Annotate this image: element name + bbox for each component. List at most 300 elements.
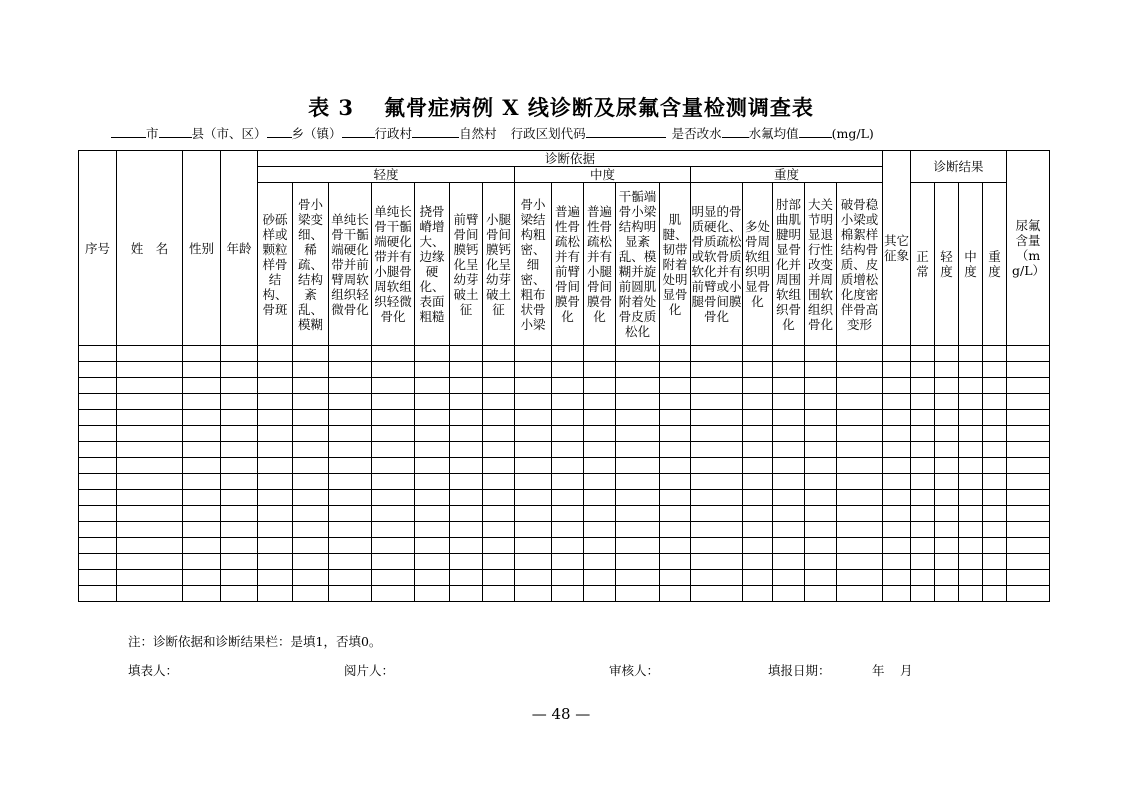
table-cell[interactable] (415, 362, 450, 378)
table-cell[interactable] (983, 570, 1007, 586)
table-cell[interactable] (911, 538, 935, 554)
table-cell[interactable] (293, 586, 329, 602)
table-cell[interactable] (935, 490, 959, 506)
table-cell[interactable] (483, 570, 515, 586)
table-cell[interactable] (983, 346, 1007, 362)
table-cell[interactable] (117, 538, 183, 554)
table-cell[interactable] (660, 570, 691, 586)
table-cell[interactable] (552, 538, 584, 554)
table-cell[interactable] (258, 506, 293, 522)
table-cell[interactable] (935, 570, 959, 586)
table-cell[interactable] (584, 426, 616, 442)
table-cell[interactable] (660, 586, 691, 602)
table-cell[interactable] (983, 442, 1007, 458)
table-cell[interactable] (743, 538, 773, 554)
table-cell[interactable] (372, 410, 415, 426)
table-cell[interactable] (743, 410, 773, 426)
table-cell[interactable] (691, 394, 743, 410)
table-cell[interactable] (258, 346, 293, 362)
table-cell[interactable] (773, 570, 805, 586)
table-cell[interactable] (660, 378, 691, 394)
table-cell[interactable] (415, 570, 450, 586)
table-cell[interactable] (773, 426, 805, 442)
table-cell[interactable] (415, 378, 450, 394)
table-cell[interactable] (935, 506, 959, 522)
table-cell[interactable] (329, 410, 372, 426)
table-cell[interactable] (584, 570, 616, 586)
table-cell[interactable] (1007, 586, 1050, 602)
table-cell[interactable] (1007, 378, 1050, 394)
table-cell[interactable] (883, 346, 911, 362)
table-cell[interactable] (415, 538, 450, 554)
table-cell[interactable] (221, 426, 258, 442)
table-cell[interactable] (221, 442, 258, 458)
table-cell[interactable] (258, 538, 293, 554)
table-cell[interactable] (883, 442, 911, 458)
table-cell[interactable] (79, 506, 117, 522)
table-cell[interactable] (117, 506, 183, 522)
table-cell[interactable] (483, 474, 515, 490)
table-cell[interactable] (372, 378, 415, 394)
table-cell[interactable] (483, 410, 515, 426)
table-cell[interactable] (959, 394, 983, 410)
table-cell[interactable] (883, 538, 911, 554)
table-cell[interactable] (584, 346, 616, 362)
table-cell[interactable] (515, 474, 552, 490)
table-cell[interactable] (584, 410, 616, 426)
table-cell[interactable] (183, 586, 221, 602)
table-cell[interactable] (183, 442, 221, 458)
table-cell[interactable] (79, 410, 117, 426)
table-cell[interactable] (183, 378, 221, 394)
table-cell[interactable] (293, 474, 329, 490)
table-cell[interactable] (415, 442, 450, 458)
table-cell[interactable] (183, 458, 221, 474)
table-cell[interactable] (117, 554, 183, 570)
table-cell[interactable] (1007, 490, 1050, 506)
table-cell[interactable] (372, 586, 415, 602)
table-cell[interactable] (221, 522, 258, 538)
table-cell[interactable] (552, 410, 584, 426)
table-cell[interactable] (773, 474, 805, 490)
table-cell[interactable] (221, 346, 258, 362)
table-cell[interactable] (1007, 362, 1050, 378)
table-cell[interactable] (450, 506, 483, 522)
table-cell[interactable] (959, 490, 983, 506)
table-cell[interactable] (450, 458, 483, 474)
table-cell[interactable] (221, 458, 258, 474)
table-cell[interactable] (329, 474, 372, 490)
table-cell[interactable] (691, 410, 743, 426)
table-cell[interactable] (329, 490, 372, 506)
table-cell[interactable] (805, 506, 837, 522)
table-cell[interactable] (117, 362, 183, 378)
table-cell[interactable] (935, 394, 959, 410)
table-cell[interactable] (691, 426, 743, 442)
table-cell[interactable] (983, 426, 1007, 442)
table-cell[interactable] (79, 554, 117, 570)
table-cell[interactable] (372, 490, 415, 506)
table-cell[interactable] (258, 554, 293, 570)
table-cell[interactable] (773, 522, 805, 538)
table-cell[interactable] (837, 458, 883, 474)
table-cell[interactable] (293, 362, 329, 378)
table-cell[interactable] (258, 362, 293, 378)
table-cell[interactable] (911, 522, 935, 538)
table-cell[interactable] (372, 394, 415, 410)
table-cell[interactable] (552, 522, 584, 538)
table-cell[interactable] (258, 586, 293, 602)
table-cell[interactable] (660, 362, 691, 378)
table-cell[interactable] (515, 362, 552, 378)
table-cell[interactable] (883, 410, 911, 426)
table-cell[interactable] (450, 490, 483, 506)
table-cell[interactable] (329, 442, 372, 458)
table-cell[interactable] (584, 474, 616, 490)
table-cell[interactable] (911, 410, 935, 426)
table-cell[interactable] (935, 442, 959, 458)
table-cell[interactable] (911, 378, 935, 394)
table-cell[interactable] (837, 554, 883, 570)
table-cell[interactable] (959, 442, 983, 458)
table-cell[interactable] (483, 586, 515, 602)
table-cell[interactable] (552, 586, 584, 602)
table-cell[interactable] (935, 362, 959, 378)
table-cell[interactable] (117, 522, 183, 538)
table-cell[interactable] (1007, 554, 1050, 570)
table-cell[interactable] (660, 522, 691, 538)
table-cell[interactable] (959, 426, 983, 442)
table-cell[interactable] (805, 586, 837, 602)
township-blank[interactable] (267, 126, 292, 138)
table-cell[interactable] (743, 378, 773, 394)
table-cell[interactable] (616, 410, 660, 426)
table-cell[interactable] (183, 346, 221, 362)
table-cell[interactable] (911, 490, 935, 506)
table-cell[interactable] (743, 490, 773, 506)
table-cell[interactable] (691, 458, 743, 474)
table-cell[interactable] (450, 346, 483, 362)
table-cell[interactable] (293, 554, 329, 570)
table-cell[interactable] (616, 394, 660, 410)
table-cell[interactable] (660, 458, 691, 474)
table-cell[interactable] (883, 490, 911, 506)
table-cell[interactable] (935, 586, 959, 602)
table-cell[interactable] (743, 554, 773, 570)
city-blank[interactable] (111, 126, 146, 138)
table-cell[interactable] (552, 474, 584, 490)
table-cell[interactable] (584, 362, 616, 378)
table-cell[interactable] (983, 362, 1007, 378)
table-cell[interactable] (837, 346, 883, 362)
table-cell[interactable] (552, 570, 584, 586)
table-cell[interactable] (293, 490, 329, 506)
table-cell[interactable] (584, 586, 616, 602)
table-cell[interactable] (183, 570, 221, 586)
table-cell[interactable] (584, 554, 616, 570)
table-cell[interactable] (691, 378, 743, 394)
table-cell[interactable] (616, 362, 660, 378)
table-cell[interactable] (911, 362, 935, 378)
table-cell[interactable] (450, 410, 483, 426)
table-cell[interactable] (258, 410, 293, 426)
table-cell[interactable] (773, 346, 805, 362)
table-cell[interactable] (691, 490, 743, 506)
table-cell[interactable] (372, 538, 415, 554)
table-cell[interactable] (616, 346, 660, 362)
table-cell[interactable] (883, 522, 911, 538)
table-cell[interactable] (935, 522, 959, 538)
table-cell[interactable] (117, 570, 183, 586)
table-cell[interactable] (959, 538, 983, 554)
table-cell[interactable] (805, 362, 837, 378)
table-cell[interactable] (258, 522, 293, 538)
water-fluoride-blank[interactable] (799, 126, 832, 138)
table-cell[interactable] (660, 506, 691, 522)
table-cell[interactable] (805, 570, 837, 586)
table-cell[interactable] (329, 586, 372, 602)
table-cell[interactable] (329, 346, 372, 362)
table-cell[interactable] (372, 346, 415, 362)
natural-village-blank[interactable] (412, 126, 459, 138)
table-cell[interactable] (691, 554, 743, 570)
table-cell[interactable] (1007, 426, 1050, 442)
table-cell[interactable] (883, 474, 911, 490)
table-cell[interactable] (1007, 474, 1050, 490)
table-cell[interactable] (293, 570, 329, 586)
table-cell[interactable] (743, 458, 773, 474)
table-cell[interactable] (805, 522, 837, 538)
table-cell[interactable] (935, 474, 959, 490)
table-cell[interactable] (450, 522, 483, 538)
table-cell[interactable] (450, 426, 483, 442)
table-cell[interactable] (616, 554, 660, 570)
table-cell[interactable] (935, 538, 959, 554)
table-cell[interactable] (293, 426, 329, 442)
table-cell[interactable] (1007, 522, 1050, 538)
table-cell[interactable] (183, 474, 221, 490)
table-cell[interactable] (515, 394, 552, 410)
table-cell[interactable] (450, 570, 483, 586)
table-cell[interactable] (372, 442, 415, 458)
table-cell[interactable] (221, 410, 258, 426)
table-cell[interactable] (293, 378, 329, 394)
table-cell[interactable] (329, 394, 372, 410)
table-cell[interactable] (743, 474, 773, 490)
table-cell[interactable] (660, 474, 691, 490)
table-cell[interactable] (183, 394, 221, 410)
table-cell[interactable] (773, 538, 805, 554)
table-cell[interactable] (616, 506, 660, 522)
table-cell[interactable] (515, 442, 552, 458)
table-cell[interactable] (959, 410, 983, 426)
table-cell[interactable] (372, 474, 415, 490)
table-cell[interactable] (183, 362, 221, 378)
table-cell[interactable] (79, 346, 117, 362)
table-cell[interactable] (552, 554, 584, 570)
table-cell[interactable] (258, 426, 293, 442)
table-cell[interactable] (79, 362, 117, 378)
table-cell[interactable] (183, 426, 221, 442)
table-cell[interactable] (221, 378, 258, 394)
table-cell[interactable] (883, 394, 911, 410)
table-cell[interactable] (183, 506, 221, 522)
table-cell[interactable] (935, 554, 959, 570)
table-cell[interactable] (293, 458, 329, 474)
table-cell[interactable] (805, 458, 837, 474)
table-cell[interactable] (450, 394, 483, 410)
table-cell[interactable] (79, 394, 117, 410)
table-cell[interactable] (515, 506, 552, 522)
table-cell[interactable] (935, 346, 959, 362)
table-cell[interactable] (552, 426, 584, 442)
table-cell[interactable] (959, 378, 983, 394)
table-cell[interactable] (743, 426, 773, 442)
table-cell[interactable] (221, 586, 258, 602)
table-cell[interactable] (983, 410, 1007, 426)
table-cell[interactable] (911, 426, 935, 442)
table-cell[interactable] (221, 506, 258, 522)
table-cell[interactable] (483, 394, 515, 410)
table-cell[interactable] (372, 506, 415, 522)
table-cell[interactable] (983, 506, 1007, 522)
table-cell[interactable] (483, 522, 515, 538)
table-cell[interactable] (415, 458, 450, 474)
table-cell[interactable] (79, 490, 117, 506)
table-cell[interactable] (660, 426, 691, 442)
table-cell[interactable] (883, 570, 911, 586)
county-blank[interactable] (159, 126, 192, 138)
table-cell[interactable] (837, 394, 883, 410)
table-cell[interactable] (117, 346, 183, 362)
table-cell[interactable] (329, 570, 372, 586)
table-cell[interactable] (660, 538, 691, 554)
admin-village-blank[interactable] (342, 126, 375, 138)
table-cell[interactable] (911, 506, 935, 522)
table-cell[interactable] (883, 426, 911, 442)
table-cell[interactable] (221, 490, 258, 506)
table-cell[interactable] (805, 346, 837, 362)
table-cell[interactable] (483, 362, 515, 378)
table-cell[interactable] (552, 378, 584, 394)
table-cell[interactable] (837, 442, 883, 458)
table-cell[interactable] (773, 586, 805, 602)
table-cell[interactable] (983, 522, 1007, 538)
table-cell[interactable] (552, 458, 584, 474)
table-cell[interactable] (584, 538, 616, 554)
table-cell[interactable] (221, 554, 258, 570)
table-cell[interactable] (616, 426, 660, 442)
table-cell[interactable] (691, 442, 743, 458)
table-cell[interactable] (911, 570, 935, 586)
table-cell[interactable] (959, 458, 983, 474)
table-cell[interactable] (515, 410, 552, 426)
table-cell[interactable] (1007, 506, 1050, 522)
table-cell[interactable] (183, 522, 221, 538)
table-cell[interactable] (515, 378, 552, 394)
table-cell[interactable] (691, 362, 743, 378)
table-cell[interactable] (805, 490, 837, 506)
water-improved-blank[interactable] (722, 126, 749, 138)
table-cell[interactable] (616, 586, 660, 602)
table-cell[interactable] (616, 570, 660, 586)
table-cell[interactable] (584, 522, 616, 538)
table-cell[interactable] (117, 426, 183, 442)
table-cell[interactable] (616, 474, 660, 490)
table-cell[interactable] (743, 394, 773, 410)
table-cell[interactable] (450, 378, 483, 394)
table-cell[interactable] (79, 378, 117, 394)
table-cell[interactable] (221, 538, 258, 554)
table-cell[interactable] (372, 458, 415, 474)
table-cell[interactable] (773, 506, 805, 522)
table-cell[interactable] (773, 442, 805, 458)
table-cell[interactable] (911, 442, 935, 458)
table-cell[interactable] (515, 458, 552, 474)
table-cell[interactable] (1007, 394, 1050, 410)
table-cell[interactable] (883, 506, 911, 522)
table-cell[interactable] (79, 522, 117, 538)
table-cell[interactable] (805, 538, 837, 554)
table-cell[interactable] (483, 426, 515, 442)
table-cell[interactable] (515, 570, 552, 586)
table-cell[interactable] (183, 554, 221, 570)
table-cell[interactable] (773, 458, 805, 474)
table-cell[interactable] (983, 458, 1007, 474)
table-cell[interactable] (837, 538, 883, 554)
table-cell[interactable] (79, 570, 117, 586)
table-cell[interactable] (743, 362, 773, 378)
table-cell[interactable] (983, 378, 1007, 394)
table-cell[interactable] (883, 586, 911, 602)
table-cell[interactable] (552, 490, 584, 506)
table-cell[interactable] (660, 554, 691, 570)
table-cell[interactable] (79, 538, 117, 554)
table-cell[interactable] (1007, 570, 1050, 586)
table-cell[interactable] (805, 474, 837, 490)
table-cell[interactable] (329, 506, 372, 522)
table-cell[interactable] (329, 362, 372, 378)
table-cell[interactable] (515, 426, 552, 442)
table-cell[interactable] (837, 410, 883, 426)
table-cell[interactable] (805, 442, 837, 458)
table-cell[interactable] (691, 538, 743, 554)
table-cell[interactable] (117, 490, 183, 506)
table-cell[interactable] (450, 362, 483, 378)
table-cell[interactable] (616, 490, 660, 506)
table-cell[interactable] (935, 426, 959, 442)
table-cell[interactable] (743, 570, 773, 586)
table-cell[interactable] (743, 586, 773, 602)
table-cell[interactable] (415, 426, 450, 442)
table-cell[interactable] (221, 394, 258, 410)
table-cell[interactable] (584, 490, 616, 506)
table-cell[interactable] (660, 394, 691, 410)
table-cell[interactable] (483, 378, 515, 394)
table-cell[interactable] (293, 442, 329, 458)
table-cell[interactable] (552, 346, 584, 362)
table-cell[interactable] (983, 586, 1007, 602)
table-cell[interactable] (258, 394, 293, 410)
table-cell[interactable] (258, 458, 293, 474)
table-cell[interactable] (773, 490, 805, 506)
table-cell[interactable] (483, 538, 515, 554)
table-cell[interactable] (773, 554, 805, 570)
table-cell[interactable] (883, 554, 911, 570)
table-cell[interactable] (329, 426, 372, 442)
table-cell[interactable] (552, 394, 584, 410)
table-cell[interactable] (515, 346, 552, 362)
